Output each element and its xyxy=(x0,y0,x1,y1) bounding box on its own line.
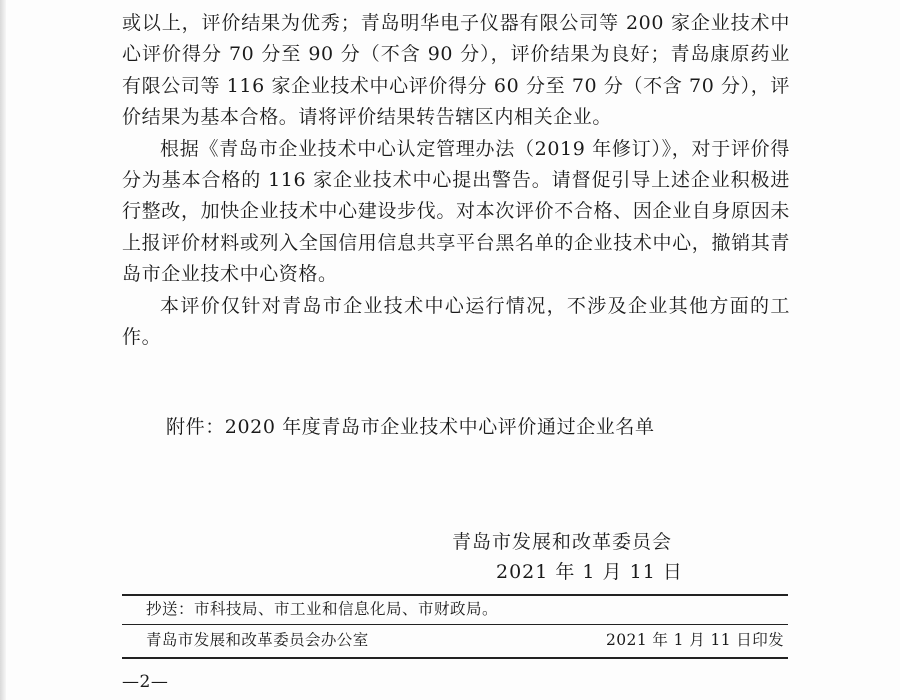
signature-date: 2021 年 1 月 11 日 xyxy=(496,561,683,583)
footer-middle-rule xyxy=(122,624,788,625)
page-edge-shadow xyxy=(0,0,6,700)
paragraph-evaluation-results: 或以上，评价结果为优秀；青岛明华电子仪器有限公司等 200 家企业技术中心评价得分 70 分至 90 分（不含 90 分），评价结果为良好；青岛康原药业有限公司等 116 家企业技术中心评价得分 60 分至 70 分（不含 70 分），评价结果为基本合格。请将评价结果转告辖区内相关企业。 xyxy=(122,12,790,129)
paragraph-scope-note: 本评价仅针对青岛市企业技术中心运行情况，不涉及企业其他方面的工作。 xyxy=(122,294,790,349)
signature-organization: 青岛市发展和改革委员会 xyxy=(452,531,673,553)
cc-recipients: 抄送：市科技局、市工业和信息化局、市财政局。 xyxy=(146,600,499,618)
paragraph-warning-and-revocation: 根据《青岛市企业技术中心认定管理办法（2019 年修订）》，对于评价得分为基本合格的 116 家企业技术中心提出警告。请督促引导上述企业积极进行整改，加快企业技术中心建设步伐。对本次评价不合格、因企业自身原因未上报评价材料或列入全国信用信息共享平台黑名单的企业技术中心，撤销其青岛市企业技术中心资格。 xyxy=(122,137,790,286)
footer-top-rule xyxy=(122,594,788,596)
page-number: —2— xyxy=(122,672,169,692)
document-body xyxy=(122,8,790,353)
issuing-office: 青岛市发展和改革委员会办公室 xyxy=(146,631,369,649)
attachment-line: 附件：2020 年度青岛市企业技术中心评价通过企业名单 xyxy=(166,416,655,438)
footer-bottom-rule xyxy=(122,657,788,659)
issue-date: 2021 年 1 月 11 日印发 xyxy=(606,631,784,649)
